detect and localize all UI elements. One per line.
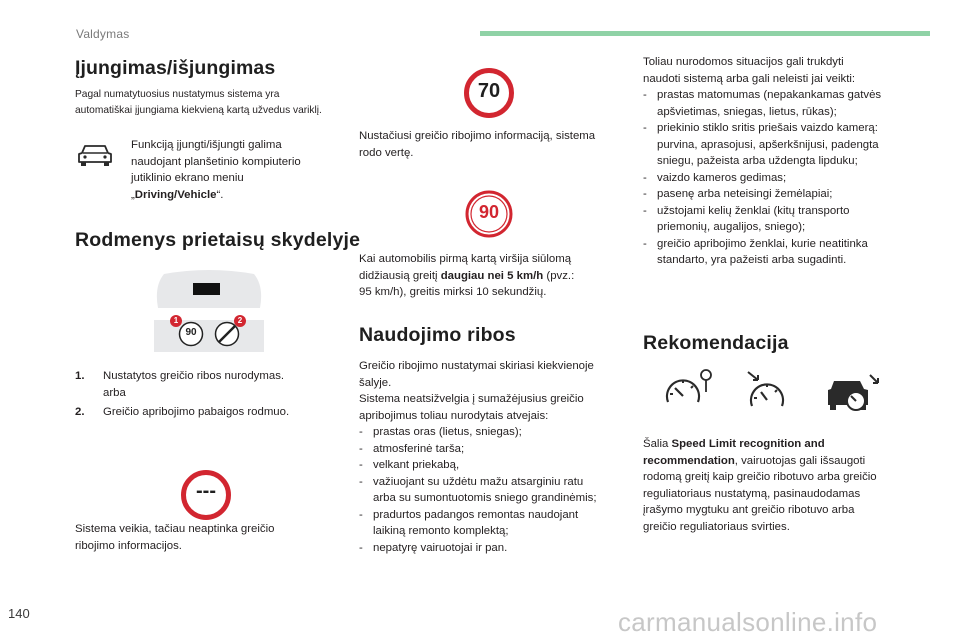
text-run: (pvz.: (543, 269, 575, 282)
list-item-line: apšvietimas, sniegas, lietus, rūkas); (657, 105, 837, 118)
no-info-text (75, 521, 355, 554)
list-item (359, 474, 639, 507)
legend-item-2 (75, 404, 355, 421)
no-info-sign-text: --- (196, 480, 216, 502)
list-item-line: standarto, yra pažeisti arba sugadinti. (657, 254, 847, 266)
text-emphasis: Speed Limit recognition and (671, 438, 825, 450)
legend-item-1 (75, 368, 355, 401)
instrument-panel-illustration (150, 268, 268, 353)
limits-list (359, 424, 639, 556)
section-title-dashboard: Rodmenys prietaisų skydelyje (75, 229, 361, 251)
text-line (643, 436, 928, 453)
car-icon (77, 142, 113, 168)
text-line: Nustačiusi greičio ribojimo informaciją, sistema (359, 130, 596, 142)
list-item (643, 87, 928, 120)
text-run: , vairuotojas gali išsaugoti (734, 454, 866, 467)
speedometer-set-icon (744, 368, 790, 414)
list-item-line: laikiną remonto komplektą; (373, 525, 509, 537)
list-item-line: arba su sumontuotomis sniego grandinėmis; (373, 492, 597, 504)
callout-1: 1 (170, 315, 182, 327)
list-item-line: priemonių, augalijos, sniego); (657, 221, 806, 233)
text-line: ribojimo informacijos. (75, 539, 182, 552)
legend-number: 1. (75, 370, 85, 382)
situations-block (643, 54, 928, 269)
menu-path: Driving/Vehicle (134, 188, 217, 201)
text-line: įrašymo mygtuku ant greičio ribotuvo arba (643, 504, 855, 516)
recommendation-text (643, 436, 928, 535)
list-item-line: - atmosferinė tarša; (373, 442, 465, 455)
list-item-line: - užstojami kelių ženklai (kitų transporto (657, 204, 850, 217)
legend-list (75, 368, 355, 421)
text-line (359, 268, 629, 285)
list-item (359, 507, 639, 540)
text-line: rodomą greitį kaip greičio ribotuvo arba greičio (643, 471, 877, 483)
list-item-line: - priekinio stiklo sritis priešais vaizdo kamerą: (657, 122, 878, 134)
header-accent-bar (480, 31, 930, 36)
text-run: didžiausią greitį (359, 269, 441, 282)
text-line: reguliatoriaus nustatymą, pasinaudodamas (643, 487, 861, 500)
list-item (643, 170, 928, 187)
list-item-line: - pasenę arba neteisingi žemėlapiai; (657, 188, 833, 200)
list-item-line: sniegu, pažeista arba uždengta lipduku; (657, 155, 858, 167)
note-line: Funkciją įjungti/išjungti galima (131, 139, 282, 151)
page-number: 140 (8, 606, 30, 621)
list-item (359, 441, 639, 458)
dashboard-sign-value: 90 (185, 327, 197, 338)
intro-line: Pagal numatytuosius nustatymus sistema yra (75, 89, 280, 100)
text-line: šalyje. (359, 376, 392, 389)
note-line: naudojant planšetinio kompiuterio (131, 155, 301, 168)
car-menu-note (131, 137, 361, 203)
text-run: Šalia (643, 438, 672, 450)
text-line: greičio reguliatoriaus svirties. (643, 520, 790, 533)
watermark: carmanualsonline.info (618, 607, 878, 637)
speed-sign-90-value: 90 (478, 202, 500, 222)
text-line: Toliau nurodomos situacijos gali trukdyti (643, 56, 844, 68)
text-line: apribojimus toliau nurodytais atvejais: (359, 409, 549, 422)
text-line: Sistema neatsižvelgia į sumažėjusius greičio (359, 393, 584, 405)
list-item-line: - pradurtos padangos remontas naudojant (373, 508, 579, 521)
situations-list (643, 87, 928, 269)
list-item-line: - greičio apribojimo ženklai, kurie neatitinka (657, 237, 868, 250)
onoff-intro (75, 87, 375, 119)
section-label: Valdymas (76, 27, 130, 41)
text-emphasis: recommendation (643, 454, 735, 467)
legend-line: Nustatytos greičio ribos nurodymas. (103, 370, 285, 382)
speed-sign-70-value: 70 (477, 80, 501, 102)
legend-text (103, 368, 284, 401)
list-item (643, 186, 928, 203)
list-item (359, 457, 639, 474)
list-item (643, 203, 928, 236)
list-item-line: - važiuojant su uždėtu mažu atsarginiu ratu (373, 475, 584, 488)
intro-line: automatiškai įjungiama kiekvieną kartą užvedus variklį. (75, 105, 322, 116)
legend-text: Greičio apribojimo pabaigos rodmuo. (103, 406, 290, 418)
text-line: rodo vertę. (359, 146, 414, 159)
sign-90-text (359, 251, 629, 301)
list-item-line: - vaizdo kameros gedimas; (657, 171, 787, 184)
list-item (643, 120, 928, 170)
text-emphasis: daugiau nei 5 km/h (440, 269, 544, 282)
legend-line: arba (103, 386, 126, 399)
section-title-limits: Naudojimo ribos (359, 324, 516, 346)
limits-intro (359, 358, 639, 556)
list-item-line: - prastas matomumas (nepakankamas gatvės (657, 89, 882, 101)
list-item (359, 424, 639, 441)
list-item-line: - velkant priekabą, (373, 459, 460, 471)
list-item-line: purvina, aprasojusi, apšerkšnijusi, padengta (657, 138, 879, 151)
section-title-recommendation: Rekomendacija (643, 332, 789, 354)
list-item (359, 540, 639, 557)
text-line: Kai automobilis pirmą kartą viršija siūlomą (359, 253, 572, 265)
text-line: naudoti sistemą arba gali neleisti jai veikti: (643, 72, 856, 85)
quote-close: “. (216, 188, 224, 201)
list-item (643, 236, 928, 269)
note-line (131, 187, 361, 204)
callout-2: 2 (234, 315, 246, 327)
text-line: Sistema veikia, tačiau neaptinka greičio (75, 523, 275, 535)
section-title-onoff: Įjungimas/išjungimas (75, 57, 276, 79)
quote-open: „ (131, 188, 135, 201)
car-speedometer-icon (826, 373, 882, 413)
text-line: 95 km/h), greitis mirksi 10 sekundžių. (359, 286, 547, 298)
list-item-line: - prastas oras (lietus, sniegas); (373, 426, 522, 438)
text-line: Greičio ribojimo nustatymai skiriasi kiekvienoje (359, 360, 594, 372)
legend-number: 2. (75, 406, 85, 418)
list-item-line: - nepatyrę vairuotojai ir pan. (373, 541, 508, 554)
text-line (643, 453, 928, 470)
sign-70-text (359, 128, 629, 161)
note-line: jutiklinio ekrano meniu (131, 172, 244, 184)
speedometer-memo-icon (664, 368, 716, 414)
